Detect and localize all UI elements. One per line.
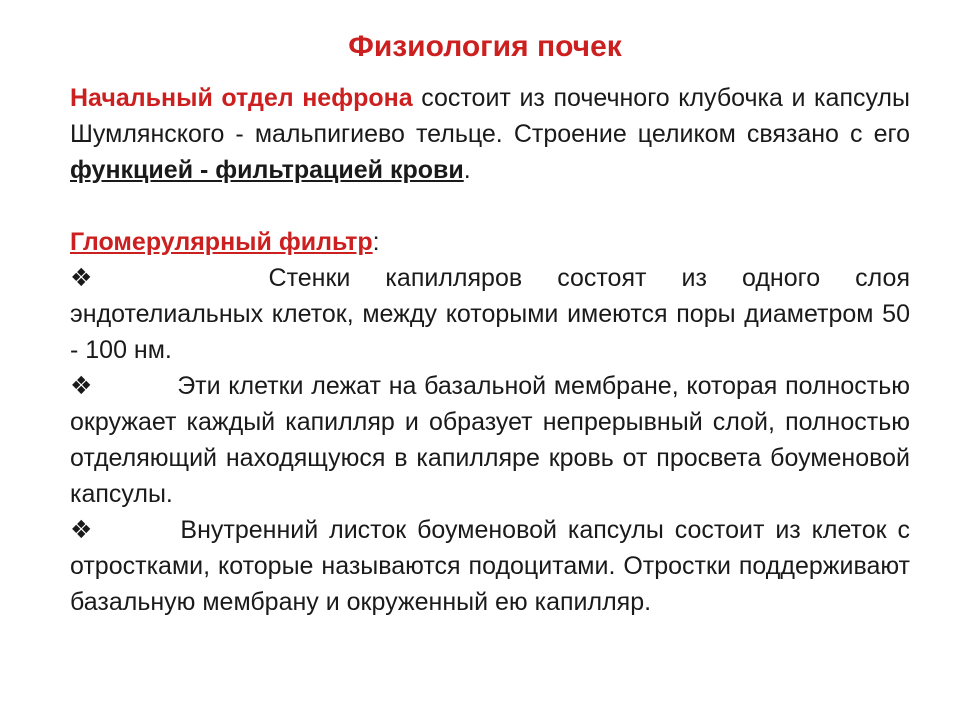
bullet-item-3 <box>70 512 910 620</box>
spacer <box>70 188 910 224</box>
intro-text-1: состоит из почечного клубочка и капсулы Шумлянского - мальпигиево тельце. Строение целиком связано с его <box>70 84 910 148</box>
diamond-bullet-icon: ❖ <box>70 372 94 400</box>
bullet-item-1 <box>70 260 910 368</box>
intro-paragraph <box>70 80 910 188</box>
intro-highlight: Начальный отдел нефрона <box>70 84 413 112</box>
section-heading-colon: : <box>372 228 380 256</box>
diamond-bullet-icon: ❖ <box>70 264 121 292</box>
intro-text-2: . <box>463 156 471 184</box>
slide-body <box>70 80 910 620</box>
diamond-bullet-icon: ❖ <box>70 516 97 544</box>
section-heading: Гломерулярный фильтр <box>70 228 373 256</box>
bullet-text-2: Эти клетки лежат на базальной мембране, которая полностью окружает каждый капилляр и образует непрерывный слой, полностью отделяющий находящуюся в капилляре кровь от просвета боуменовой капсулы. <box>70 372 910 508</box>
intro-emphasis: функцией - фильтрацией крови <box>70 156 464 184</box>
bullet-text-3: Внутренний листок боуменовой капсулы состоит из клеток с отростками, которые называются подоцитами. Отростки поддерживают базальную мембрану и окруженный ею капилляр. <box>70 516 910 616</box>
bullet-text-1: Стенки капилляров состоят из одного слоя эндотелиальных клеток, между которыми имеются поры диаметром 50 - 100 нм. <box>70 264 910 364</box>
bullet-item-2 <box>70 368 910 512</box>
section-heading-line <box>70 224 910 260</box>
slide-title: Физиология почек <box>348 30 622 63</box>
